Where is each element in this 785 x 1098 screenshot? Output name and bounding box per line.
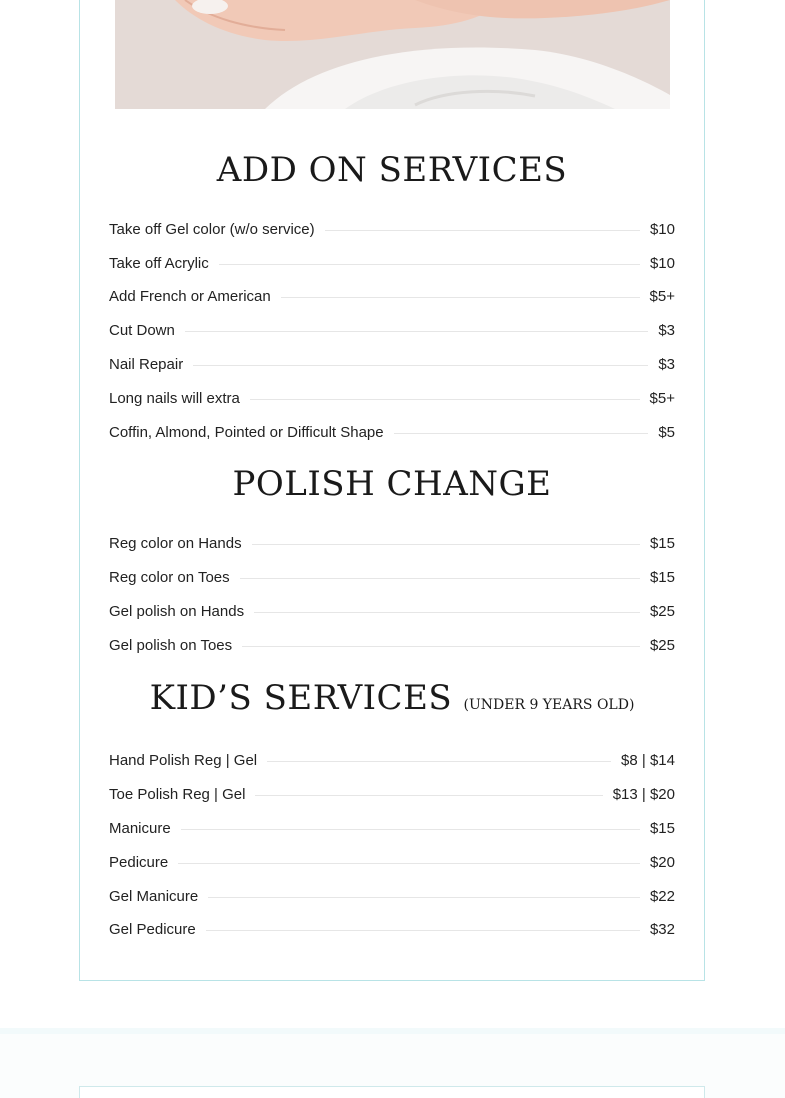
menu-item	[109, 567, 675, 587]
menu-item	[109, 253, 675, 273]
item-price: $20	[649, 853, 675, 871]
menu-item	[109, 286, 675, 306]
menu-item	[109, 784, 675, 804]
item-name: Take off Acrylic	[109, 254, 209, 272]
dotted-leader	[252, 544, 640, 545]
item-name: Take off Gel color (w/o service)	[109, 220, 315, 238]
section-title-add-on-services	[79, 150, 705, 190]
item-price: $15	[649, 534, 675, 552]
section-title-text: POLISH CHANGE	[232, 464, 552, 504]
menu-item	[109, 601, 675, 621]
item-name: Add French or American	[109, 287, 271, 305]
dotted-leader	[254, 612, 640, 613]
item-price: $5+	[649, 287, 675, 305]
dotted-leader	[394, 433, 649, 434]
item-name: Toe Polish Reg | Gel	[109, 785, 246, 803]
menu-item	[109, 388, 675, 408]
dotted-leader	[250, 399, 640, 400]
dotted-leader	[267, 761, 611, 762]
item-price: $15	[649, 568, 675, 586]
dotted-leader	[181, 829, 640, 830]
item-price: $10	[649, 254, 675, 272]
dotted-leader	[208, 897, 640, 898]
dotted-leader	[281, 297, 640, 298]
item-price: $25	[649, 602, 675, 620]
item-name: Gel Manicure	[109, 887, 199, 905]
item-name: Gel polish on Hands	[109, 602, 245, 620]
menu-item	[109, 533, 675, 553]
item-name: Gel Pedicure	[109, 920, 196, 938]
manicure-photo	[115, 0, 670, 109]
item-price: $13 | $20	[612, 785, 675, 803]
item-name: Gel polish on Toes	[109, 636, 233, 654]
item-price: $5	[658, 423, 675, 441]
menu-item	[109, 320, 675, 340]
dotted-leader	[242, 646, 640, 647]
item-name: Nail Repair	[109, 355, 184, 373]
item-name: Reg color on Toes	[109, 568, 230, 586]
item-name: Reg color on Hands	[109, 534, 242, 552]
menu-item	[109, 919, 675, 939]
item-price: $10	[649, 220, 675, 238]
dotted-leader	[206, 930, 640, 931]
item-name: Hand Polish Reg | Gel	[109, 751, 258, 769]
menu-item	[109, 422, 675, 442]
item-price: $3	[658, 321, 675, 339]
menu-item	[109, 886, 675, 906]
item-name: Pedicure	[109, 853, 169, 871]
item-price: $25	[649, 636, 675, 654]
item-price: $22	[649, 887, 675, 905]
dotted-leader	[240, 578, 640, 579]
dotted-leader	[178, 863, 640, 864]
section-title-text: KID’S SERVICES	[149, 678, 453, 718]
menu-item	[109, 750, 675, 770]
menu-item	[109, 219, 675, 239]
menu-item	[109, 818, 675, 838]
menu-item	[109, 852, 675, 872]
item-name: Cut Down	[109, 321, 175, 339]
item-price: $8 | $14	[621, 751, 675, 769]
next-card	[79, 1086, 705, 1098]
section-title-text: ADD ON SERVICES	[216, 150, 568, 190]
menu-item	[109, 354, 675, 374]
section-subtitle: (UNDER 9 YEARS OLD)	[463, 697, 635, 713]
section-title-polish-change	[79, 464, 705, 504]
item-price: $5+	[649, 389, 675, 407]
menu-item	[109, 635, 675, 655]
item-price: $15	[649, 819, 675, 837]
dotted-leader	[193, 365, 648, 366]
item-name: Coffin, Almond, Pointed or Difficult Shape	[109, 423, 384, 441]
dotted-leader	[325, 230, 640, 231]
item-price: $32	[649, 920, 675, 938]
item-price: $3	[658, 355, 675, 373]
dotted-leader	[219, 264, 640, 265]
dotted-leader	[185, 331, 648, 332]
section-title-kids-services	[79, 678, 705, 718]
item-name: Long nails will extra	[109, 389, 240, 407]
item-name: Manicure	[109, 819, 171, 837]
dotted-leader	[255, 795, 602, 796]
